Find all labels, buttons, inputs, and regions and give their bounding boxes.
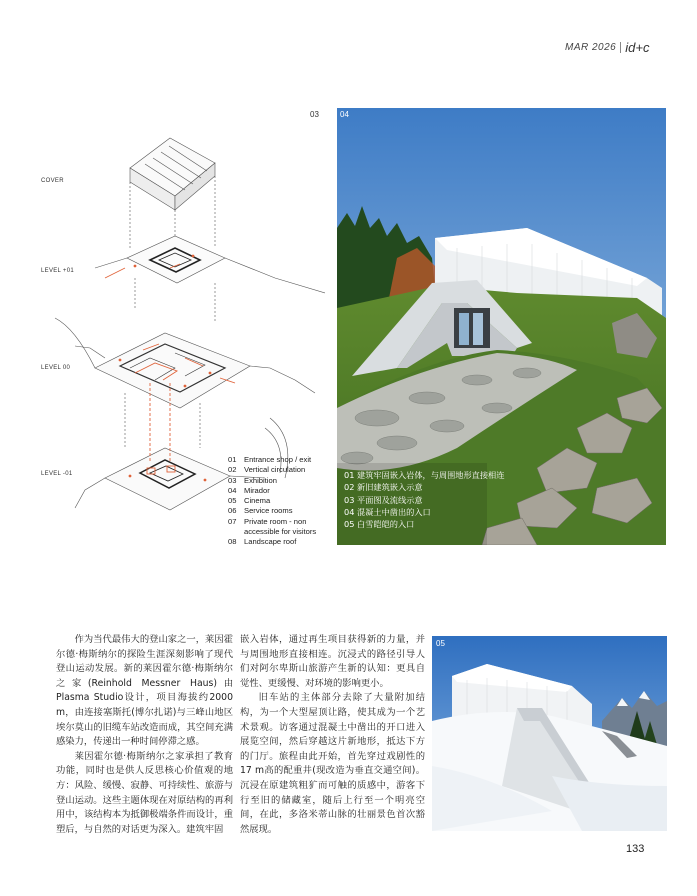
caption-03: 03 平面图及流线示意	[344, 494, 423, 505]
article-paragraph: 莱因霍尔德·梅斯纳尔之家承担了教育功能，同时也是供人反思核心价值观的地方：风险、缓慢、寂静、可持续性、旅游与登山运动。这些主题体现在对原结构的再利用中，该结构本为抵御极端条件而设计，重塑后，与自然的对话更为深入。建筑牢固	[56, 750, 233, 835]
issue-date: MAR 2026	[565, 42, 617, 53]
figure-05-number: 05	[436, 639, 445, 648]
masthead	[565, 40, 649, 55]
level-label-00: LEVEL 00	[41, 365, 71, 371]
legend-item: 03 Exhibition	[228, 475, 277, 485]
article-paragraph: 作为当代最伟大的登山家之一，莱因霍尔德·梅斯纳尔的探险生涯深刻影响了现代登山运动发展。新的莱因霍尔德·梅斯纳尔之家(Reinhold Messner Haus)由Plasma Studio设计，项目海拔约2000 m，由连接塞斯托(博尔扎诺)与三峰山地区埃尔莫山的旧缆车站改造而成，其空间充满感染力，传递出一种时间停滞之感。	[56, 634, 233, 748]
article-paragraph: 嵌入岩体，通过再生项目获得新的力量，并与周围地形直接相连。沉浸式的路径引导人们对阿尔卑斯山旅游产生新的认知：更具自觉性、更缓慢、对环境的影响更小。	[240, 634, 425, 689]
legend-item: 04 Mirador	[228, 485, 270, 495]
figure-captions	[344, 469, 504, 530]
legend-item: accessible for visitors	[244, 527, 317, 537]
page-number: 133	[626, 843, 645, 855]
legend-item: 07 Private room - non	[228, 516, 307, 526]
figure-05-photo	[432, 636, 667, 831]
legend-item: 01 Entrance shop / exit	[228, 455, 312, 464]
caption-05: 05 白雪皑皑的入口	[344, 519, 415, 530]
legend-item: 05 Cinema	[228, 496, 271, 506]
legend-item: 02 Vertical circulation	[228, 465, 306, 475]
caption-04: 04 混凝土中凿出的入口	[344, 506, 431, 517]
level-label-cover: COVER	[41, 178, 64, 184]
caption-02: 02 新旧建筑嵌入示意	[344, 482, 423, 493]
caption-01: 01 建筑牢固嵌入岩体，与周围地形直接相连	[344, 470, 505, 480]
magazine-brand: id+c	[625, 40, 650, 55]
legend-item: 06 Service rooms	[228, 506, 293, 516]
article-paragraph: 旧车站的主体部分去除了大量附加结构，为一个大型屋顶让路，使其成为一个艺术景观。访客通过混凝土中凿出的开口进入展览空间，然后穿越这片新地形，抵达下方的门厅。旅程由此开始，首先穿过戏剧性的17 m高的配重井(现改造为垂直交通空间)。沉浸在原建筑粗犷而可触的质感中，游客下行至旧的储藏室，随后上行至一个明亮空间，在此，多洛米蒂山脉的壮丽景色首次豁然展现。	[240, 692, 425, 835]
level-label-plus01: LEVEL +01	[41, 268, 75, 274]
figure-03-number: 03	[310, 110, 319, 119]
article-column-1	[56, 633, 233, 837]
figure-04-number: 04	[340, 110, 349, 119]
level-label-minus01: LEVEL -01	[41, 471, 73, 477]
masthead-divider	[620, 42, 621, 53]
diagram-legend	[228, 455, 316, 548]
legend-item: 08 Landscape roof	[228, 537, 297, 547]
article-column-2	[240, 633, 425, 837]
